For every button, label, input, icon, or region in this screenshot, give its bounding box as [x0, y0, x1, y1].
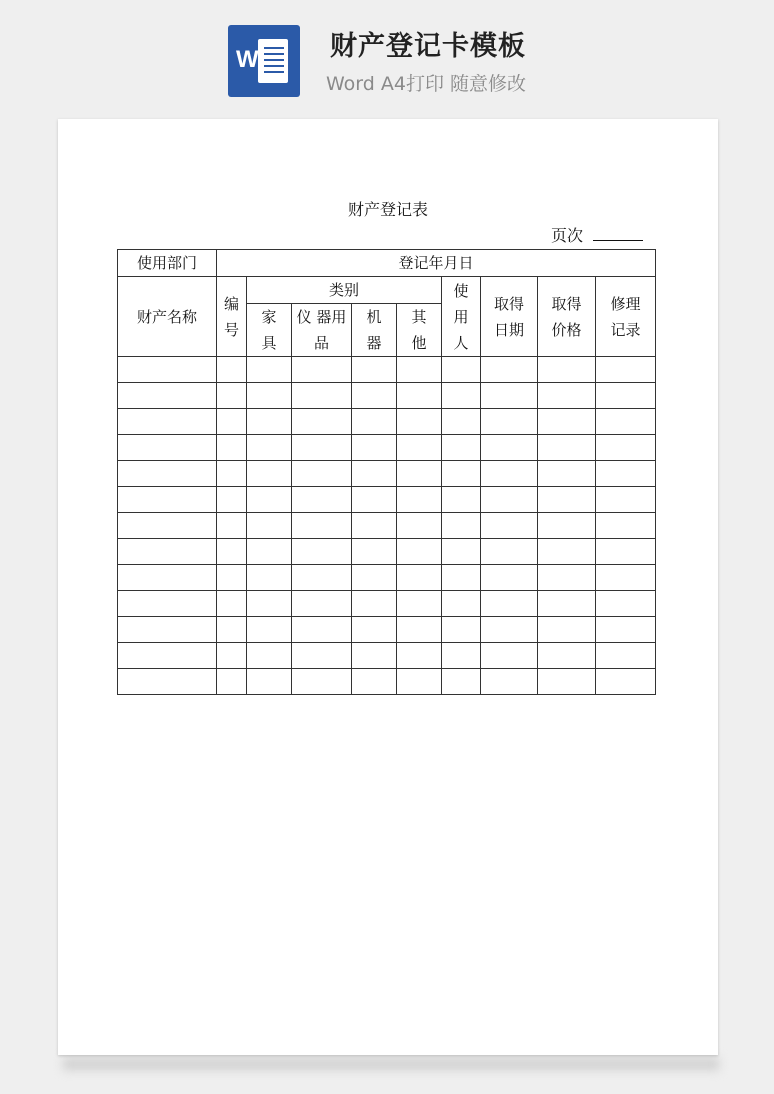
- page-number-field: [551, 225, 643, 247]
- entry-cell[interactable]: [247, 643, 292, 669]
- table-row: [118, 487, 656, 513]
- entry-cell[interactable]: [442, 357, 481, 383]
- entry-cell[interactable]: [442, 591, 481, 617]
- entry-cell[interactable]: [397, 461, 442, 487]
- date-label-cell: [217, 250, 656, 277]
- page-title: 财产登记卡模板: [330, 31, 526, 62]
- entry-cell[interactable]: [292, 435, 352, 461]
- entry-cell[interactable]: [596, 643, 656, 669]
- category-header-cell: [247, 277, 442, 304]
- table-row: [118, 383, 656, 409]
- category-furniture-cell: [247, 304, 292, 357]
- table-row: [118, 669, 656, 695]
- entry-cell[interactable]: [217, 591, 247, 617]
- entry-cell[interactable]: [247, 461, 292, 487]
- entry-cell[interactable]: [596, 513, 656, 539]
- acq-date-header: 取得日期: [493, 294, 524, 339]
- table-row: [118, 435, 656, 461]
- entry-cell[interactable]: [481, 565, 538, 591]
- entry-cell[interactable]: [596, 591, 656, 617]
- entry-cell[interactable]: [352, 617, 397, 643]
- entry-cell[interactable]: [481, 357, 538, 383]
- entry-cell[interactable]: [247, 409, 292, 435]
- entry-cell[interactable]: [217, 617, 247, 643]
- category-furniture: 家具: [261, 308, 277, 352]
- entry-cell[interactable]: [481, 461, 538, 487]
- entry-cell[interactable]: [292, 357, 352, 383]
- table-row: [118, 409, 656, 435]
- entry-cell[interactable]: [217, 461, 247, 487]
- entry-cell[interactable]: [481, 513, 538, 539]
- entry-cell[interactable]: [217, 539, 247, 565]
- entry-cell[interactable]: [352, 643, 397, 669]
- dept-label-cell: [118, 250, 217, 277]
- entry-cell[interactable]: [352, 513, 397, 539]
- entry-cell[interactable]: [596, 409, 656, 435]
- entry-cell[interactable]: [217, 565, 247, 591]
- table-row: [118, 565, 656, 591]
- entry-cell[interactable]: [481, 643, 538, 669]
- entry-cell[interactable]: [292, 383, 352, 409]
- entry-cell[interactable]: [538, 409, 596, 435]
- entry-cell[interactable]: [596, 435, 656, 461]
- entry-cell[interactable]: [397, 591, 442, 617]
- entry-cell[interactable]: [538, 643, 596, 669]
- word-icon-letter: W: [236, 46, 259, 73]
- entry-cell[interactable]: [247, 435, 292, 461]
- entry-cell[interactable]: [352, 357, 397, 383]
- entry-cell[interactable]: [118, 383, 217, 409]
- entry-cell[interactable]: [247, 383, 292, 409]
- entry-cell[interactable]: [397, 643, 442, 669]
- table-row: [118, 461, 656, 487]
- entry-cell[interactable]: [118, 435, 217, 461]
- entry-cell[interactable]: [397, 617, 442, 643]
- entry-cell[interactable]: [397, 669, 442, 695]
- entry-cell[interactable]: [442, 487, 481, 513]
- table-row: [118, 277, 656, 304]
- page-subtitle: Word A4打印 随意修改: [326, 73, 527, 95]
- dept-label: 使用部门: [136, 254, 197, 272]
- name-header-cell: [118, 277, 217, 357]
- entry-cell[interactable]: [481, 383, 538, 409]
- entry-cell[interactable]: [118, 487, 217, 513]
- entry-cell[interactable]: [352, 539, 397, 565]
- entry-cell[interactable]: [481, 435, 538, 461]
- category-other-cell: [397, 304, 442, 357]
- table-row: [118, 513, 656, 539]
- acq-price-header-cell: [538, 277, 596, 357]
- entry-cell[interactable]: [247, 617, 292, 643]
- entry-cell[interactable]: [538, 539, 596, 565]
- entry-cell[interactable]: [397, 565, 442, 591]
- entry-cell[interactable]: [352, 409, 397, 435]
- entry-cell[interactable]: [442, 643, 481, 669]
- user-header-cell: [442, 277, 481, 357]
- entry-cell[interactable]: [596, 357, 656, 383]
- entry-cell[interactable]: [247, 565, 292, 591]
- repair-header: 修理记录: [610, 294, 641, 339]
- entry-cell[interactable]: [442, 435, 481, 461]
- header: [0, 0, 774, 110]
- entry-cell[interactable]: [481, 539, 538, 565]
- code-header: 编号: [223, 294, 239, 339]
- entry-cell[interactable]: [397, 539, 442, 565]
- table-row: [118, 617, 656, 643]
- entry-cell[interactable]: [397, 435, 442, 461]
- table-row: [118, 643, 656, 669]
- entry-cell[interactable]: [217, 513, 247, 539]
- entry-cell[interactable]: [217, 383, 247, 409]
- entry-cell[interactable]: [247, 591, 292, 617]
- entry-cell[interactable]: [596, 461, 656, 487]
- entry-cell[interactable]: [118, 461, 217, 487]
- entry-cell[interactable]: [481, 409, 538, 435]
- entry-cell[interactable]: [352, 669, 397, 695]
- entry-cell[interactable]: [352, 435, 397, 461]
- entry-cell[interactable]: [442, 383, 481, 409]
- user-header: 使用人: [453, 281, 469, 352]
- entry-cell[interactable]: [481, 591, 538, 617]
- entry-cell[interactable]: [442, 461, 481, 487]
- word-icon: [228, 25, 300, 97]
- category-header: 类别: [328, 281, 359, 299]
- table-row: [118, 539, 656, 565]
- entry-cell[interactable]: [397, 513, 442, 539]
- entry-cell[interactable]: [538, 487, 596, 513]
- entry-cell[interactable]: [352, 487, 397, 513]
- entry-cell[interactable]: [292, 617, 352, 643]
- category-instruments: 仪 器用品: [296, 308, 347, 352]
- entry-cell[interactable]: [217, 435, 247, 461]
- entry-cell[interactable]: [217, 487, 247, 513]
- category-instruments-cell: [292, 304, 352, 357]
- entry-cell[interactable]: [247, 513, 292, 539]
- entry-cell[interactable]: [397, 409, 442, 435]
- page-shadow: [63, 1058, 719, 1070]
- entry-cell[interactable]: [397, 383, 442, 409]
- entry-cell[interactable]: [352, 565, 397, 591]
- entry-cell[interactable]: [442, 565, 481, 591]
- entry-cell[interactable]: [442, 617, 481, 643]
- entry-cell[interactable]: [481, 487, 538, 513]
- entry-cell[interactable]: [292, 591, 352, 617]
- document-title: 财产登记表: [347, 200, 428, 219]
- entry-cell[interactable]: [442, 669, 481, 695]
- entry-cell[interactable]: [352, 383, 397, 409]
- entry-cell[interactable]: [118, 409, 217, 435]
- entry-cell[interactable]: [538, 357, 596, 383]
- entry-cell[interactable]: [442, 539, 481, 565]
- entry-cell[interactable]: [397, 357, 442, 383]
- entry-cell[interactable]: [292, 643, 352, 669]
- entry-cell[interactable]: [118, 669, 217, 695]
- entry-cell[interactable]: [247, 357, 292, 383]
- entry-cell[interactable]: [538, 591, 596, 617]
- page-number-blank[interactable]: [593, 225, 643, 241]
- acq-date-header-cell: [481, 277, 538, 357]
- date-label: 登记年月日: [398, 254, 474, 272]
- category-other: 其他: [411, 308, 427, 352]
- entry-cell[interactable]: [292, 565, 352, 591]
- entry-cell[interactable]: [596, 669, 656, 695]
- entry-cell[interactable]: [217, 643, 247, 669]
- entry-cell[interactable]: [292, 669, 352, 695]
- entry-cell[interactable]: [538, 669, 596, 695]
- entry-cell[interactable]: [538, 461, 596, 487]
- entry-cell[interactable]: [352, 461, 397, 487]
- entry-cell[interactable]: [217, 669, 247, 695]
- entry-cell[interactable]: [247, 539, 292, 565]
- entry-cell[interactable]: [538, 513, 596, 539]
- table-row: [118, 591, 656, 617]
- entry-cell[interactable]: [481, 669, 538, 695]
- entry-cell[interactable]: [118, 591, 217, 617]
- entry-cell[interactable]: [538, 435, 596, 461]
- category-machines: 机器: [366, 308, 382, 352]
- table-row: [118, 250, 656, 277]
- entry-cell[interactable]: [292, 513, 352, 539]
- entry-cell[interactable]: [596, 539, 656, 565]
- entry-cell[interactable]: [596, 565, 656, 591]
- entry-cell[interactable]: [118, 565, 217, 591]
- entry-cell[interactable]: [118, 513, 217, 539]
- table-row: [118, 357, 656, 383]
- entry-cell[interactable]: [397, 487, 442, 513]
- entry-cell[interactable]: [538, 565, 596, 591]
- document-page: [58, 119, 718, 1055]
- entry-cell[interactable]: [481, 617, 538, 643]
- entry-cell[interactable]: [118, 539, 217, 565]
- entry-cell[interactable]: [118, 617, 217, 643]
- entry-cell[interactable]: [442, 513, 481, 539]
- entry-cell[interactable]: [292, 487, 352, 513]
- entry-cell[interactable]: [292, 539, 352, 565]
- entry-cell[interactable]: [247, 669, 292, 695]
- entry-cell[interactable]: [217, 409, 247, 435]
- entry-cell[interactable]: [217, 357, 247, 383]
- entry-cell[interactable]: [596, 383, 656, 409]
- category-machines-cell: [352, 304, 397, 357]
- entry-cell[interactable]: [292, 461, 352, 487]
- entry-cell[interactable]: [352, 591, 397, 617]
- entry-cell[interactable]: [292, 409, 352, 435]
- page-number-label: 页次: [551, 226, 584, 245]
- entry-cell[interactable]: [596, 487, 656, 513]
- document-icon: [258, 39, 288, 83]
- asset-register-table: [117, 249, 656, 695]
- entry-cell[interactable]: [118, 357, 217, 383]
- entry-cell[interactable]: [596, 617, 656, 643]
- acq-price-header: 取得价格: [551, 294, 582, 339]
- entry-cell[interactable]: [247, 487, 292, 513]
- entry-cell[interactable]: [442, 409, 481, 435]
- name-header: 财产名称: [136, 307, 197, 326]
- entry-cell[interactable]: [538, 383, 596, 409]
- entry-cell[interactable]: [538, 617, 596, 643]
- entry-cell[interactable]: [118, 643, 217, 669]
- code-header-cell: [217, 277, 247, 357]
- repair-header-cell: [596, 277, 656, 357]
